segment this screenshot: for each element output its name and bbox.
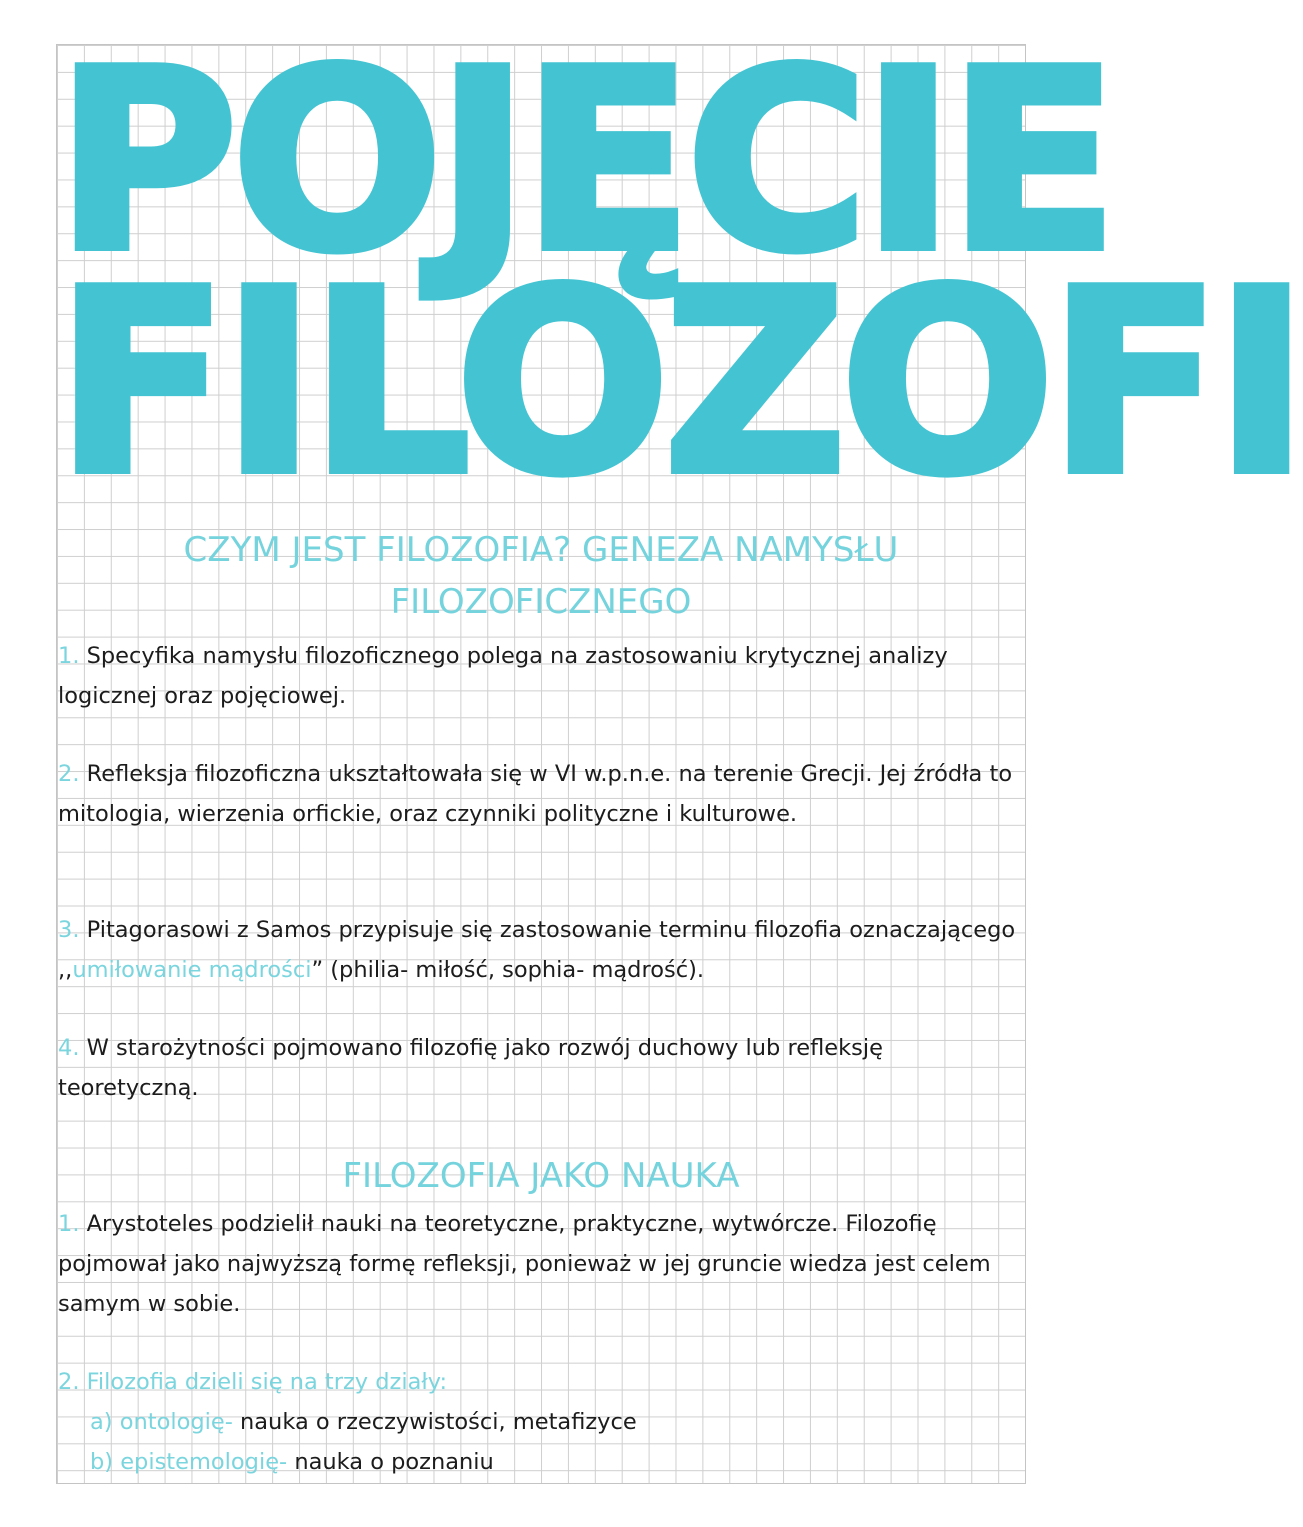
section1-item-1 [58,636,1018,716]
subitem-text: nauka o poznaniu [287,1449,494,1475]
item-text-before: Pitagorasowi z Samos przypisuje się zastosowanie terminu filozofia oznaczającego ,, [58,917,1016,983]
section1-item-2 [58,754,1018,834]
section1-item-3 [58,910,1018,990]
section2-item-1 [58,1204,1018,1324]
subitem-epistemology [58,1442,1018,1482]
subitem-text: nauka o rzeczywistości, metafizyce [232,1409,637,1435]
subitem-label: a) ontologię- [90,1409,233,1435]
item-text: Arystoteles podzielił nauki na teoretyczne, praktyczne, wytwórcze. Filozofię pojmował jako najwyższą formę refleksji, ponieważ w jej gruncie wiedza jest celem samym w sobie. [58,1211,991,1317]
title-line-1: POJĘCIE [56,18,1112,306]
highlight-term: umiłowanie mądrości [72,957,312,983]
section1-heading [56,524,1026,628]
item-intro: 2. Filozofia dzieli się na trzy działy: [58,1369,448,1395]
item-text: W starożytności pojmowano filozofię jako rozwój duchowy lub refleksję teoretyczną. [58,1035,883,1101]
section2-item-2 [58,1362,1018,1482]
subitem-ontology [58,1402,1018,1442]
item-text-after: ” (philia- miłość, sophia- mądrość). [311,957,704,983]
section1-item-4 [58,1028,1018,1108]
item-number: 3. [58,917,80,943]
title-line-2: FILOZOFI [56,237,1303,530]
subitem-label: b) epistemologię- [90,1449,288,1475]
section2-heading: FILOZOFIA JAKO NAUKA [342,1156,740,1196]
item-number: 4. [58,1035,80,1061]
item-number: 1. [58,643,80,669]
item-text: Specyfika namysłu filozoficznego polega na zastosowaniu krytycznej analizy logicznej oraz pojęciowej. [58,643,948,709]
item-text: Refleksja filozoficzna ukształtowała się w VI w.p.n.e. na terenie Grecji. Jej źródła to mitologia, wierzenia orfickie, oraz czynniki polityczne i kulturowe. [58,761,1013,827]
section1-heading-line1: CZYM JEST FILOZOFIA? GENEZA NAMYSŁU [183,530,899,570]
section1-heading-line2: FILOZOFICZNEGO [390,582,692,622]
item-number: 1. [58,1211,80,1237]
item-number: 2. [58,761,80,787]
